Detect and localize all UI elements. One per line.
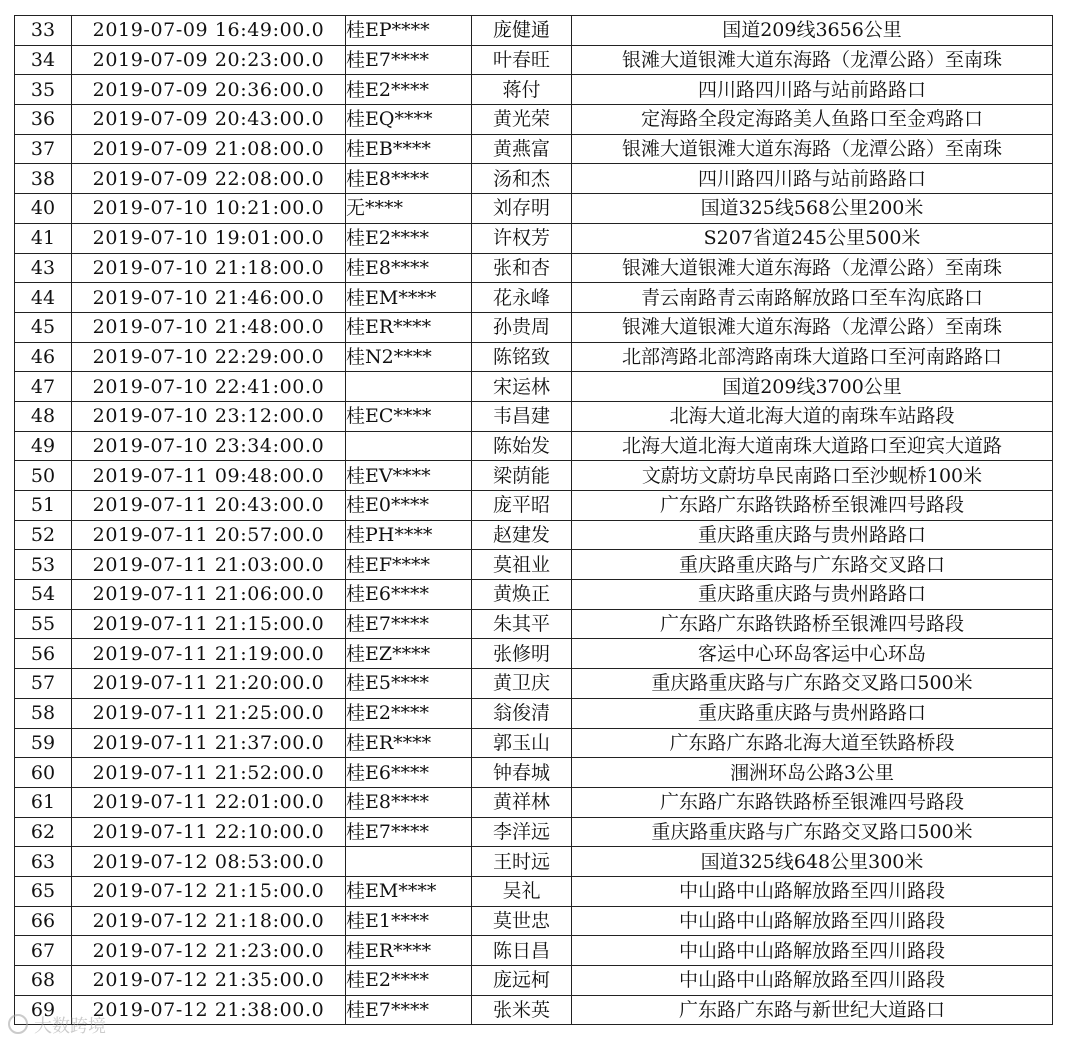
timestamp-cell: 2019-07-11 21:06:00.0 [72, 580, 346, 610]
driver-name-cell: 宋运林 [472, 372, 572, 402]
driver-name-cell: 陈始发 [472, 431, 572, 461]
row-number-cell: 66 [15, 906, 72, 936]
location-cell: 国道209线3656公里 [572, 16, 1053, 46]
plate-number-cell: 桂E2**** [346, 75, 472, 105]
table-row [15, 105, 1053, 135]
driver-name-cell: 莫世忠 [472, 906, 572, 936]
driver-name-cell: 花永峰 [472, 283, 572, 313]
plate-number-cell: 桂ER**** [346, 312, 472, 342]
location-cell: 银滩大道银滩大道东海路（龙潭公路）至南珠 [572, 312, 1053, 342]
location-cell: 四川路四川路与站前路路口 [572, 164, 1053, 194]
table-row [15, 758, 1053, 788]
timestamp-cell: 2019-07-12 21:15:00.0 [72, 876, 346, 906]
timestamp-cell: 2019-07-10 21:48:00.0 [72, 312, 346, 342]
driver-name-cell: 蒋付 [472, 75, 572, 105]
location-cell: 重庆路重庆路与贵州路路口 [572, 520, 1053, 550]
plate-number-cell: 桂EB**** [346, 134, 472, 164]
location-cell: 北部湾路北部湾路南珠大道路口至河南路路口 [572, 342, 1053, 372]
driver-name-cell: 许权芳 [472, 223, 572, 253]
driver-name-cell: 汤和杰 [472, 164, 572, 194]
plate-number-cell: 桂ER**** [346, 728, 472, 758]
timestamp-cell: 2019-07-12 21:38:00.0 [72, 995, 346, 1025]
row-number-cell: 37 [15, 134, 72, 164]
driver-name-cell: 庞平昭 [472, 491, 572, 521]
location-cell: 国道325线568公里200米 [572, 194, 1053, 224]
location-cell: 涠洲环岛公路3公里 [572, 758, 1053, 788]
records-table [14, 15, 1053, 1025]
timestamp-cell: 2019-07-11 21:19:00.0 [72, 639, 346, 669]
row-number-cell: 55 [15, 609, 72, 639]
plate-number-cell [346, 431, 472, 461]
plate-number-cell: 桂EM**** [346, 876, 472, 906]
plate-number-cell: 桂E7**** [346, 609, 472, 639]
table-row [15, 16, 1053, 46]
timestamp-cell: 2019-07-11 21:25:00.0 [72, 698, 346, 728]
row-number-cell: 43 [15, 253, 72, 283]
plate-number-cell: 桂E6**** [346, 758, 472, 788]
driver-name-cell: 刘存明 [472, 194, 572, 224]
table-row [15, 817, 1053, 847]
plate-number-cell: 桂E8**** [346, 253, 472, 283]
row-number-cell: 57 [15, 669, 72, 699]
timestamp-cell: 2019-07-11 22:01:00.0 [72, 787, 346, 817]
timestamp-cell: 2019-07-11 21:15:00.0 [72, 609, 346, 639]
plate-number-cell: 桂E8**** [346, 164, 472, 194]
row-number-cell: 45 [15, 312, 72, 342]
timestamp-cell: 2019-07-11 22:10:00.0 [72, 817, 346, 847]
plate-number-cell: 桂E7**** [346, 995, 472, 1025]
timestamp-cell: 2019-07-10 19:01:00.0 [72, 223, 346, 253]
location-cell: 北海大道北海大道的南珠车站路段 [572, 401, 1053, 431]
row-number-cell: 41 [15, 223, 72, 253]
location-cell: 中山路中山路解放路至四川路段 [572, 966, 1053, 996]
plate-number-cell: 桂E7**** [346, 817, 472, 847]
timestamp-cell: 2019-07-09 21:08:00.0 [72, 134, 346, 164]
location-cell: 广东路广东路铁路桥至银滩四号路段 [572, 491, 1053, 521]
location-cell: 重庆路重庆路与贵州路路口 [572, 580, 1053, 610]
row-number-cell: 52 [15, 520, 72, 550]
row-number-cell: 53 [15, 550, 72, 580]
timestamp-cell: 2019-07-11 21:37:00.0 [72, 728, 346, 758]
driver-name-cell: 钟春城 [472, 758, 572, 788]
row-number-cell: 34 [15, 45, 72, 75]
timestamp-cell: 2019-07-10 23:34:00.0 [72, 431, 346, 461]
plate-number-cell: 桂E2**** [346, 223, 472, 253]
location-cell: 银滩大道银滩大道东海路（龙潭公路）至南珠 [572, 253, 1053, 283]
timestamp-cell: 2019-07-09 20:23:00.0 [72, 45, 346, 75]
table-row [15, 609, 1053, 639]
driver-name-cell: 莫祖业 [472, 550, 572, 580]
driver-name-cell: 黄光荣 [472, 105, 572, 135]
driver-name-cell: 韦昌建 [472, 401, 572, 431]
location-cell: 广东路广东路北海大道至铁路桥段 [572, 728, 1053, 758]
row-number-cell: 33 [15, 16, 72, 46]
driver-name-cell: 郭玉山 [472, 728, 572, 758]
plate-number-cell: 桂EC**** [346, 401, 472, 431]
driver-name-cell: 张和杏 [472, 253, 572, 283]
location-cell: 中山路中山路解放路至四川路段 [572, 936, 1053, 966]
table-row [15, 372, 1053, 402]
driver-name-cell: 吴礼 [472, 876, 572, 906]
timestamp-cell: 2019-07-10 21:46:00.0 [72, 283, 346, 313]
row-number-cell: 38 [15, 164, 72, 194]
records-table-body [15, 16, 1053, 1025]
row-number-cell: 68 [15, 966, 72, 996]
timestamp-cell: 2019-07-10 22:29:00.0 [72, 342, 346, 372]
driver-name-cell: 朱其平 [472, 609, 572, 639]
timestamp-cell: 2019-07-09 20:43:00.0 [72, 105, 346, 135]
row-number-cell: 56 [15, 639, 72, 669]
table-row [15, 312, 1053, 342]
table-row [15, 550, 1053, 580]
driver-name-cell: 张修明 [472, 639, 572, 669]
table-row [15, 698, 1053, 728]
plate-number-cell: 桂EF**** [346, 550, 472, 580]
plate-number-cell: 桂EP**** [346, 16, 472, 46]
plate-number-cell: 桂E2**** [346, 698, 472, 728]
timestamp-cell: 2019-07-11 20:57:00.0 [72, 520, 346, 550]
table-row [15, 401, 1053, 431]
driver-name-cell: 翁俊清 [472, 698, 572, 728]
table-row [15, 787, 1053, 817]
timestamp-cell: 2019-07-11 20:43:00.0 [72, 491, 346, 521]
driver-name-cell: 张米英 [472, 995, 572, 1025]
table-row [15, 431, 1053, 461]
timestamp-cell: 2019-07-09 16:49:00.0 [72, 16, 346, 46]
table-row [15, 847, 1053, 877]
location-cell: 文蔚坊文蔚坊阜民南路口至沙蚬桥100米 [572, 461, 1053, 491]
row-number-cell: 60 [15, 758, 72, 788]
driver-name-cell: 黄卫庆 [472, 669, 572, 699]
location-cell: 银滩大道银滩大道东海路（龙潭公路）至南珠 [572, 134, 1053, 164]
location-cell: 中山路中山路解放路至四川路段 [572, 876, 1053, 906]
plate-number-cell: 桂E2**** [346, 966, 472, 996]
plate-number-cell: 桂E6**** [346, 580, 472, 610]
plate-number-cell: 桂EM**** [346, 283, 472, 313]
plate-number-cell: 无**** [346, 194, 472, 224]
location-cell: 重庆路重庆路与贵州路路口 [572, 698, 1053, 728]
plate-number-cell: 桂E1**** [346, 906, 472, 936]
plate-number-cell [346, 372, 472, 402]
table-row [15, 639, 1053, 669]
plate-number-cell: 桂E8**** [346, 787, 472, 817]
row-number-cell: 61 [15, 787, 72, 817]
timestamp-cell: 2019-07-10 23:12:00.0 [72, 401, 346, 431]
row-number-cell: 69 [15, 995, 72, 1025]
timestamp-cell: 2019-07-10 21:18:00.0 [72, 253, 346, 283]
location-cell: 广东路广东路与新世纪大道路口 [572, 995, 1053, 1025]
table-row [15, 580, 1053, 610]
row-number-cell: 36 [15, 105, 72, 135]
location-cell: 北海大道北海大道南珠大道路口至迎宾大道路 [572, 431, 1053, 461]
plate-number-cell: 桂E0**** [346, 491, 472, 521]
timestamp-cell: 2019-07-12 21:18:00.0 [72, 906, 346, 936]
location-cell: 银滩大道银滩大道东海路（龙潭公路）至南珠 [572, 45, 1053, 75]
row-number-cell: 44 [15, 283, 72, 313]
driver-name-cell: 庞远柯 [472, 966, 572, 996]
location-cell: 重庆路重庆路与广东路交叉路口 [572, 550, 1053, 580]
table-row [15, 520, 1053, 550]
location-cell: 重庆路重庆路与广东路交叉路口500米 [572, 817, 1053, 847]
plate-number-cell: 桂EZ**** [346, 639, 472, 669]
table-row [15, 283, 1053, 313]
driver-name-cell: 陈铭致 [472, 342, 572, 372]
table-row [15, 253, 1053, 283]
driver-name-cell: 黄祥林 [472, 787, 572, 817]
timestamp-cell: 2019-07-09 20:36:00.0 [72, 75, 346, 105]
location-cell: 四川路四川路与站前路路口 [572, 75, 1053, 105]
timestamp-cell: 2019-07-12 21:35:00.0 [72, 966, 346, 996]
row-number-cell: 59 [15, 728, 72, 758]
row-number-cell: 40 [15, 194, 72, 224]
row-number-cell: 62 [15, 817, 72, 847]
watermark-text: 大数跨境 [34, 1016, 106, 1037]
location-cell: 国道209线3700公里 [572, 372, 1053, 402]
location-cell: 广东路广东路铁路桥至银滩四号路段 [572, 609, 1053, 639]
table-row [15, 728, 1053, 758]
table-row [15, 164, 1053, 194]
row-number-cell: 65 [15, 876, 72, 906]
table-row [15, 45, 1053, 75]
driver-name-cell: 陈日昌 [472, 936, 572, 966]
timestamp-cell: 2019-07-10 10:21:00.0 [72, 194, 346, 224]
plate-number-cell [346, 847, 472, 877]
row-number-cell: 63 [15, 847, 72, 877]
plate-number-cell: 桂E7**** [346, 45, 472, 75]
table-row [15, 669, 1053, 699]
timestamp-cell: 2019-07-11 21:52:00.0 [72, 758, 346, 788]
location-cell: 客运中心环岛客运中心环岛 [572, 639, 1053, 669]
timestamp-cell: 2019-07-10 22:41:00.0 [72, 372, 346, 402]
driver-name-cell: 赵建发 [472, 520, 572, 550]
location-cell: 国道325线648公里300米 [572, 847, 1053, 877]
driver-name-cell: 叶春旺 [472, 45, 572, 75]
row-number-cell: 67 [15, 936, 72, 966]
table-row [15, 342, 1053, 372]
location-cell: 青云南路青云南路解放路口至车沟底路口 [572, 283, 1053, 313]
table-row [15, 491, 1053, 521]
row-number-cell: 35 [15, 75, 72, 105]
table-row [15, 223, 1053, 253]
driver-name-cell: 王时远 [472, 847, 572, 877]
plate-number-cell: 桂PH**** [346, 520, 472, 550]
location-cell: 定海路全段定海路美人鱼路口至金鸡路口 [572, 105, 1053, 135]
row-number-cell: 48 [15, 401, 72, 431]
row-number-cell: 50 [15, 461, 72, 491]
timestamp-cell: 2019-07-11 09:48:00.0 [72, 461, 346, 491]
driver-name-cell: 庞健通 [472, 16, 572, 46]
table-row [15, 966, 1053, 996]
table-row [15, 936, 1053, 966]
location-cell: 广东路广东路铁路桥至银滩四号路段 [572, 787, 1053, 817]
row-number-cell: 47 [15, 372, 72, 402]
row-number-cell: 54 [15, 580, 72, 610]
table-row [15, 194, 1053, 224]
timestamp-cell: 2019-07-12 21:23:00.0 [72, 936, 346, 966]
plate-number-cell: 桂E5**** [346, 669, 472, 699]
driver-name-cell: 孙贵周 [472, 312, 572, 342]
plate-number-cell: 桂EQ**** [346, 105, 472, 135]
row-number-cell: 46 [15, 342, 72, 372]
timestamp-cell: 2019-07-11 21:20:00.0 [72, 669, 346, 699]
timestamp-cell: 2019-07-12 08:53:00.0 [72, 847, 346, 877]
row-number-cell: 51 [15, 491, 72, 521]
timestamp-cell: 2019-07-09 22:08:00.0 [72, 164, 346, 194]
location-cell: 中山路中山路解放路至四川路段 [572, 906, 1053, 936]
plate-number-cell: 桂ER**** [346, 936, 472, 966]
driver-name-cell: 梁荫能 [472, 461, 572, 491]
row-number-cell: 49 [15, 431, 72, 461]
row-number-cell: 58 [15, 698, 72, 728]
driver-name-cell: 黄燕富 [472, 134, 572, 164]
table-row [15, 995, 1053, 1025]
table-row [15, 876, 1053, 906]
driver-name-cell: 黄焕正 [472, 580, 572, 610]
location-cell: S207省道245公里500米 [572, 223, 1053, 253]
table-row [15, 75, 1053, 105]
table-row [15, 134, 1053, 164]
driver-name-cell: 李洋远 [472, 817, 572, 847]
timestamp-cell: 2019-07-11 21:03:00.0 [72, 550, 346, 580]
plate-number-cell: 桂N2**** [346, 342, 472, 372]
table-row [15, 906, 1053, 936]
location-cell: 重庆路重庆路与广东路交叉路口500米 [572, 669, 1053, 699]
table-row [15, 461, 1053, 491]
plate-number-cell: 桂EV**** [346, 461, 472, 491]
